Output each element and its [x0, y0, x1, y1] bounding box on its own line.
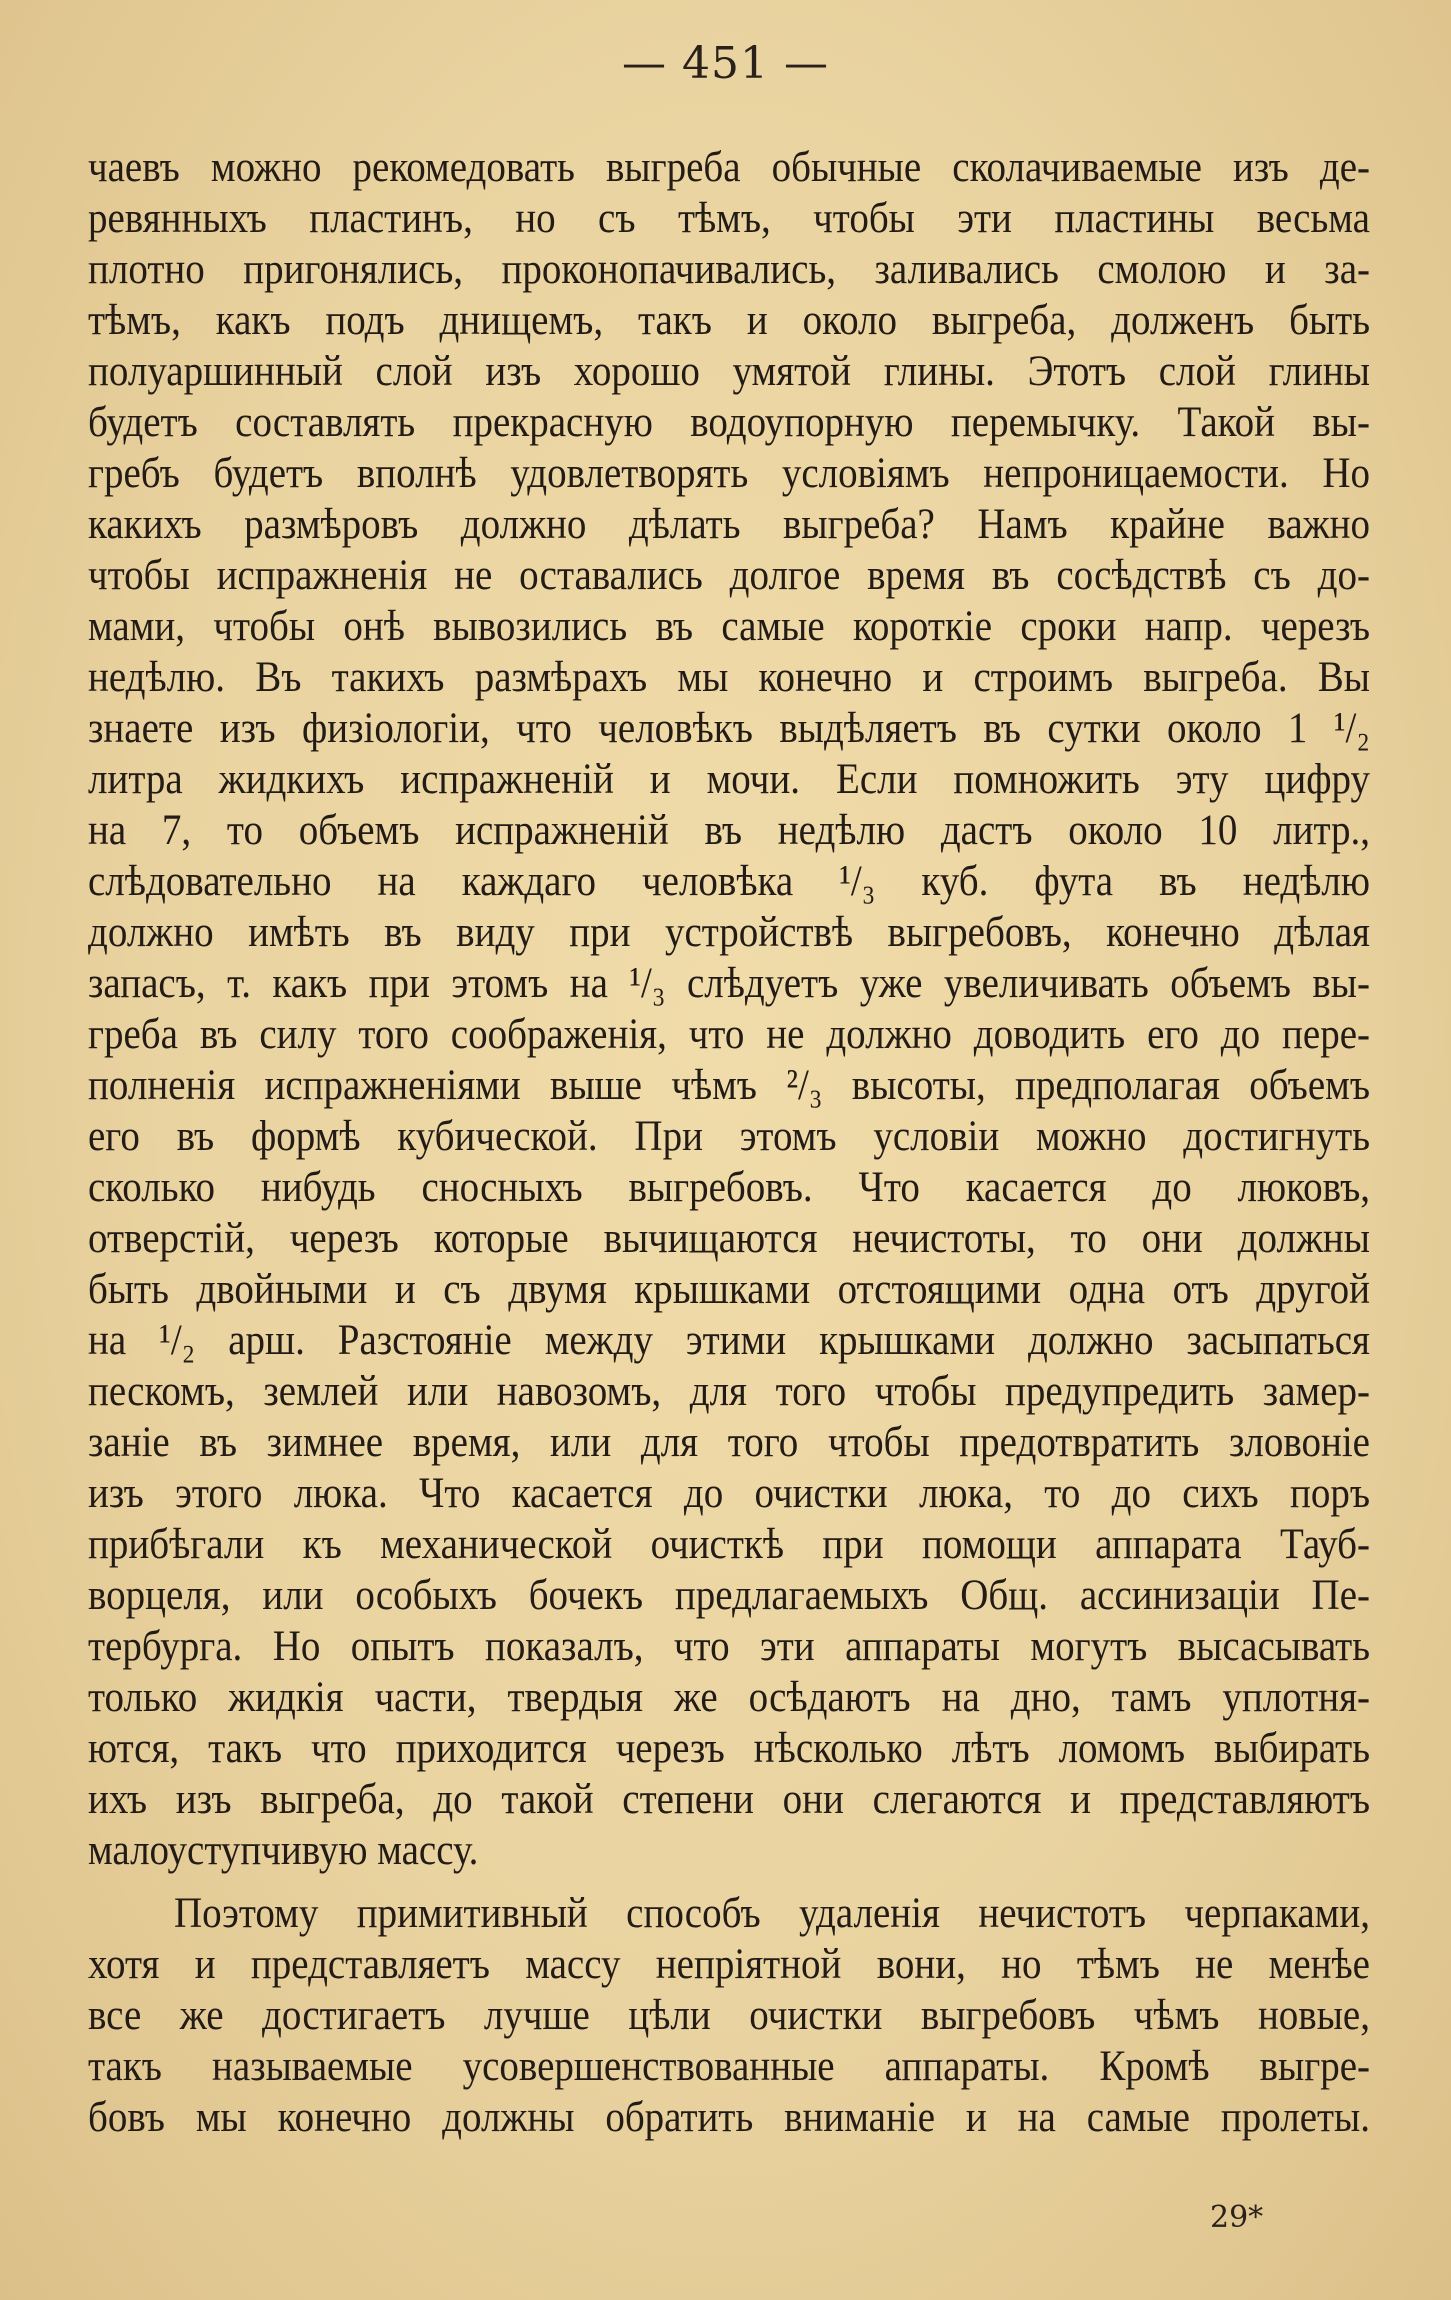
- text-line: прибѣгали къ механической очисткѣ при помощи аппарата Тауб-: [88, 1519, 1370, 1568]
- page-number: — 451 —: [622, 38, 829, 89]
- text-body: [88, 142, 1370, 2143]
- text-line: ревянныхъ пластинъ, но съ тѣмъ, чтобы эти пластины весьма: [88, 193, 1370, 242]
- text-line: пескомъ, землей или навозомъ, для того чтобы предупредить замер-: [88, 1366, 1370, 1415]
- paragraph-1: [88, 142, 1370, 1876]
- text-line: отверстій, черезъ которые вычищаются нечистоты, то они должны: [88, 1213, 1370, 1262]
- signature-mark: 29*: [1210, 2200, 1264, 2235]
- text-line: Поэтому примитивный способъ удаленія нечистотъ черпаками,: [174, 1888, 1370, 1937]
- text-line: полуаршинный слой изъ хорошо умятой глины. Этотъ слой глины: [88, 346, 1370, 395]
- text-line: хотя и представляетъ массу непріятной вони, но тѣмъ не менѣе: [88, 1939, 1370, 1988]
- text-line: гребъ будетъ вполнѣ удовлетворять условіямъ непроницаемости. Но: [88, 448, 1370, 497]
- text-line: какихъ размѣровъ должно дѣлать выгреба? Намъ крайне важно: [88, 499, 1370, 548]
- text-line: его въ формѣ кубической. При этомъ условіи можно достигнуть: [88, 1111, 1370, 1160]
- text-line: на 7, то объемъ испражненій въ недѣлю дастъ около 10 литр.,: [88, 805, 1370, 854]
- text-line: знаете изъ физіологіи, что человѣкъ выдѣляетъ въ сутки около 1 ¹/₂: [88, 703, 1370, 752]
- text-line: будетъ составлять прекрасную водоупорную перемычку. Такой вы-: [88, 397, 1370, 446]
- text-line: литра жидкихъ испражненій и мочи. Если помножить эту цифру: [88, 754, 1370, 803]
- text-line: запасъ, т. какъ при этомъ на ¹/₃ слѣдуетъ уже увеличивать объемъ вы-: [88, 958, 1370, 1007]
- text-line: чтобы испражненія не оставались долгое время въ сосѣдствѣ съ до-: [88, 550, 1370, 599]
- text-line: мами, чтобы онѣ вывозились въ самые короткіе сроки напр. черезъ: [88, 601, 1370, 650]
- text-line: чаевъ можно рекомедовать выгреба обычные сколачиваемые изъ де-: [88, 142, 1370, 191]
- text-line: полненія испражненіями выше чѣмъ ²/₃ высоты, предполагая объемъ: [88, 1060, 1370, 1109]
- text-line: бовъ мы конечно должны обратить вниманіе и на самые пролеты.: [88, 2092, 1370, 2141]
- text-line: тѣмъ, какъ подъ днищемъ, такъ и около выгреба, долженъ быть: [88, 295, 1370, 344]
- text-line: ворцеля, или особыхъ бочекъ предлагаемыхъ Общ. ассинизаціи Пе-: [88, 1570, 1370, 1619]
- text-line: греба въ силу того соображенія, что не должно доводить его до пере-: [88, 1009, 1370, 1058]
- text-line: такъ называемые усовершенствованные аппараты. Кромѣ выгре-: [88, 2041, 1370, 2090]
- text-line: малоуступчивую массу.: [88, 1825, 479, 1874]
- text-line: недѣлю. Въ такихъ размѣрахъ мы конечно и строимъ выгреба. Вы: [88, 652, 1370, 701]
- text-line: изъ этого люка. Что касается до очистки люка, то до сихъ поръ: [88, 1468, 1370, 1517]
- text-line: ихъ изъ выгреба, до такой степени они слегаются и представляютъ: [88, 1774, 1370, 1823]
- text-line: заніе въ зимнее время, или для того чтобы предотвратить зловоніе: [88, 1417, 1370, 1466]
- text-line: все же достигаетъ лучше цѣли очистки выгребовъ чѣмъ новые,: [88, 1990, 1370, 2039]
- text-line: ются, такъ что приходится черезъ нѣсколько лѣтъ ломомъ выбирать: [88, 1723, 1370, 1772]
- text-line: сколько нибудь сносныхъ выгребовъ. Что касается до люковъ,: [88, 1162, 1370, 1211]
- text-line: плотно пригонялись, проконопачивались, заливались смолою и за-: [88, 244, 1370, 293]
- paragraph-2: [88, 1888, 1370, 2143]
- text-line: на ¹/₂ арш. Разстояніе между этими крышками должно засыпаться: [88, 1315, 1370, 1364]
- text-line: только жидкія части, твердыя же осѣдаютъ на дно, тамъ уплотня-: [88, 1672, 1370, 1721]
- text-line: слѣдовательно на каждаго человѣка ¹/₃ куб. фута въ недѣлю: [88, 856, 1370, 905]
- text-line: быть двойными и съ двумя крышками отстоящими одна отъ другой: [88, 1264, 1370, 1313]
- text-line: должно имѣть въ виду при устройствѣ выгребовъ, конечно дѣлая: [88, 907, 1370, 956]
- text-line: тербурга. Но опытъ показалъ, что эти аппараты могутъ высасывать: [88, 1621, 1370, 1670]
